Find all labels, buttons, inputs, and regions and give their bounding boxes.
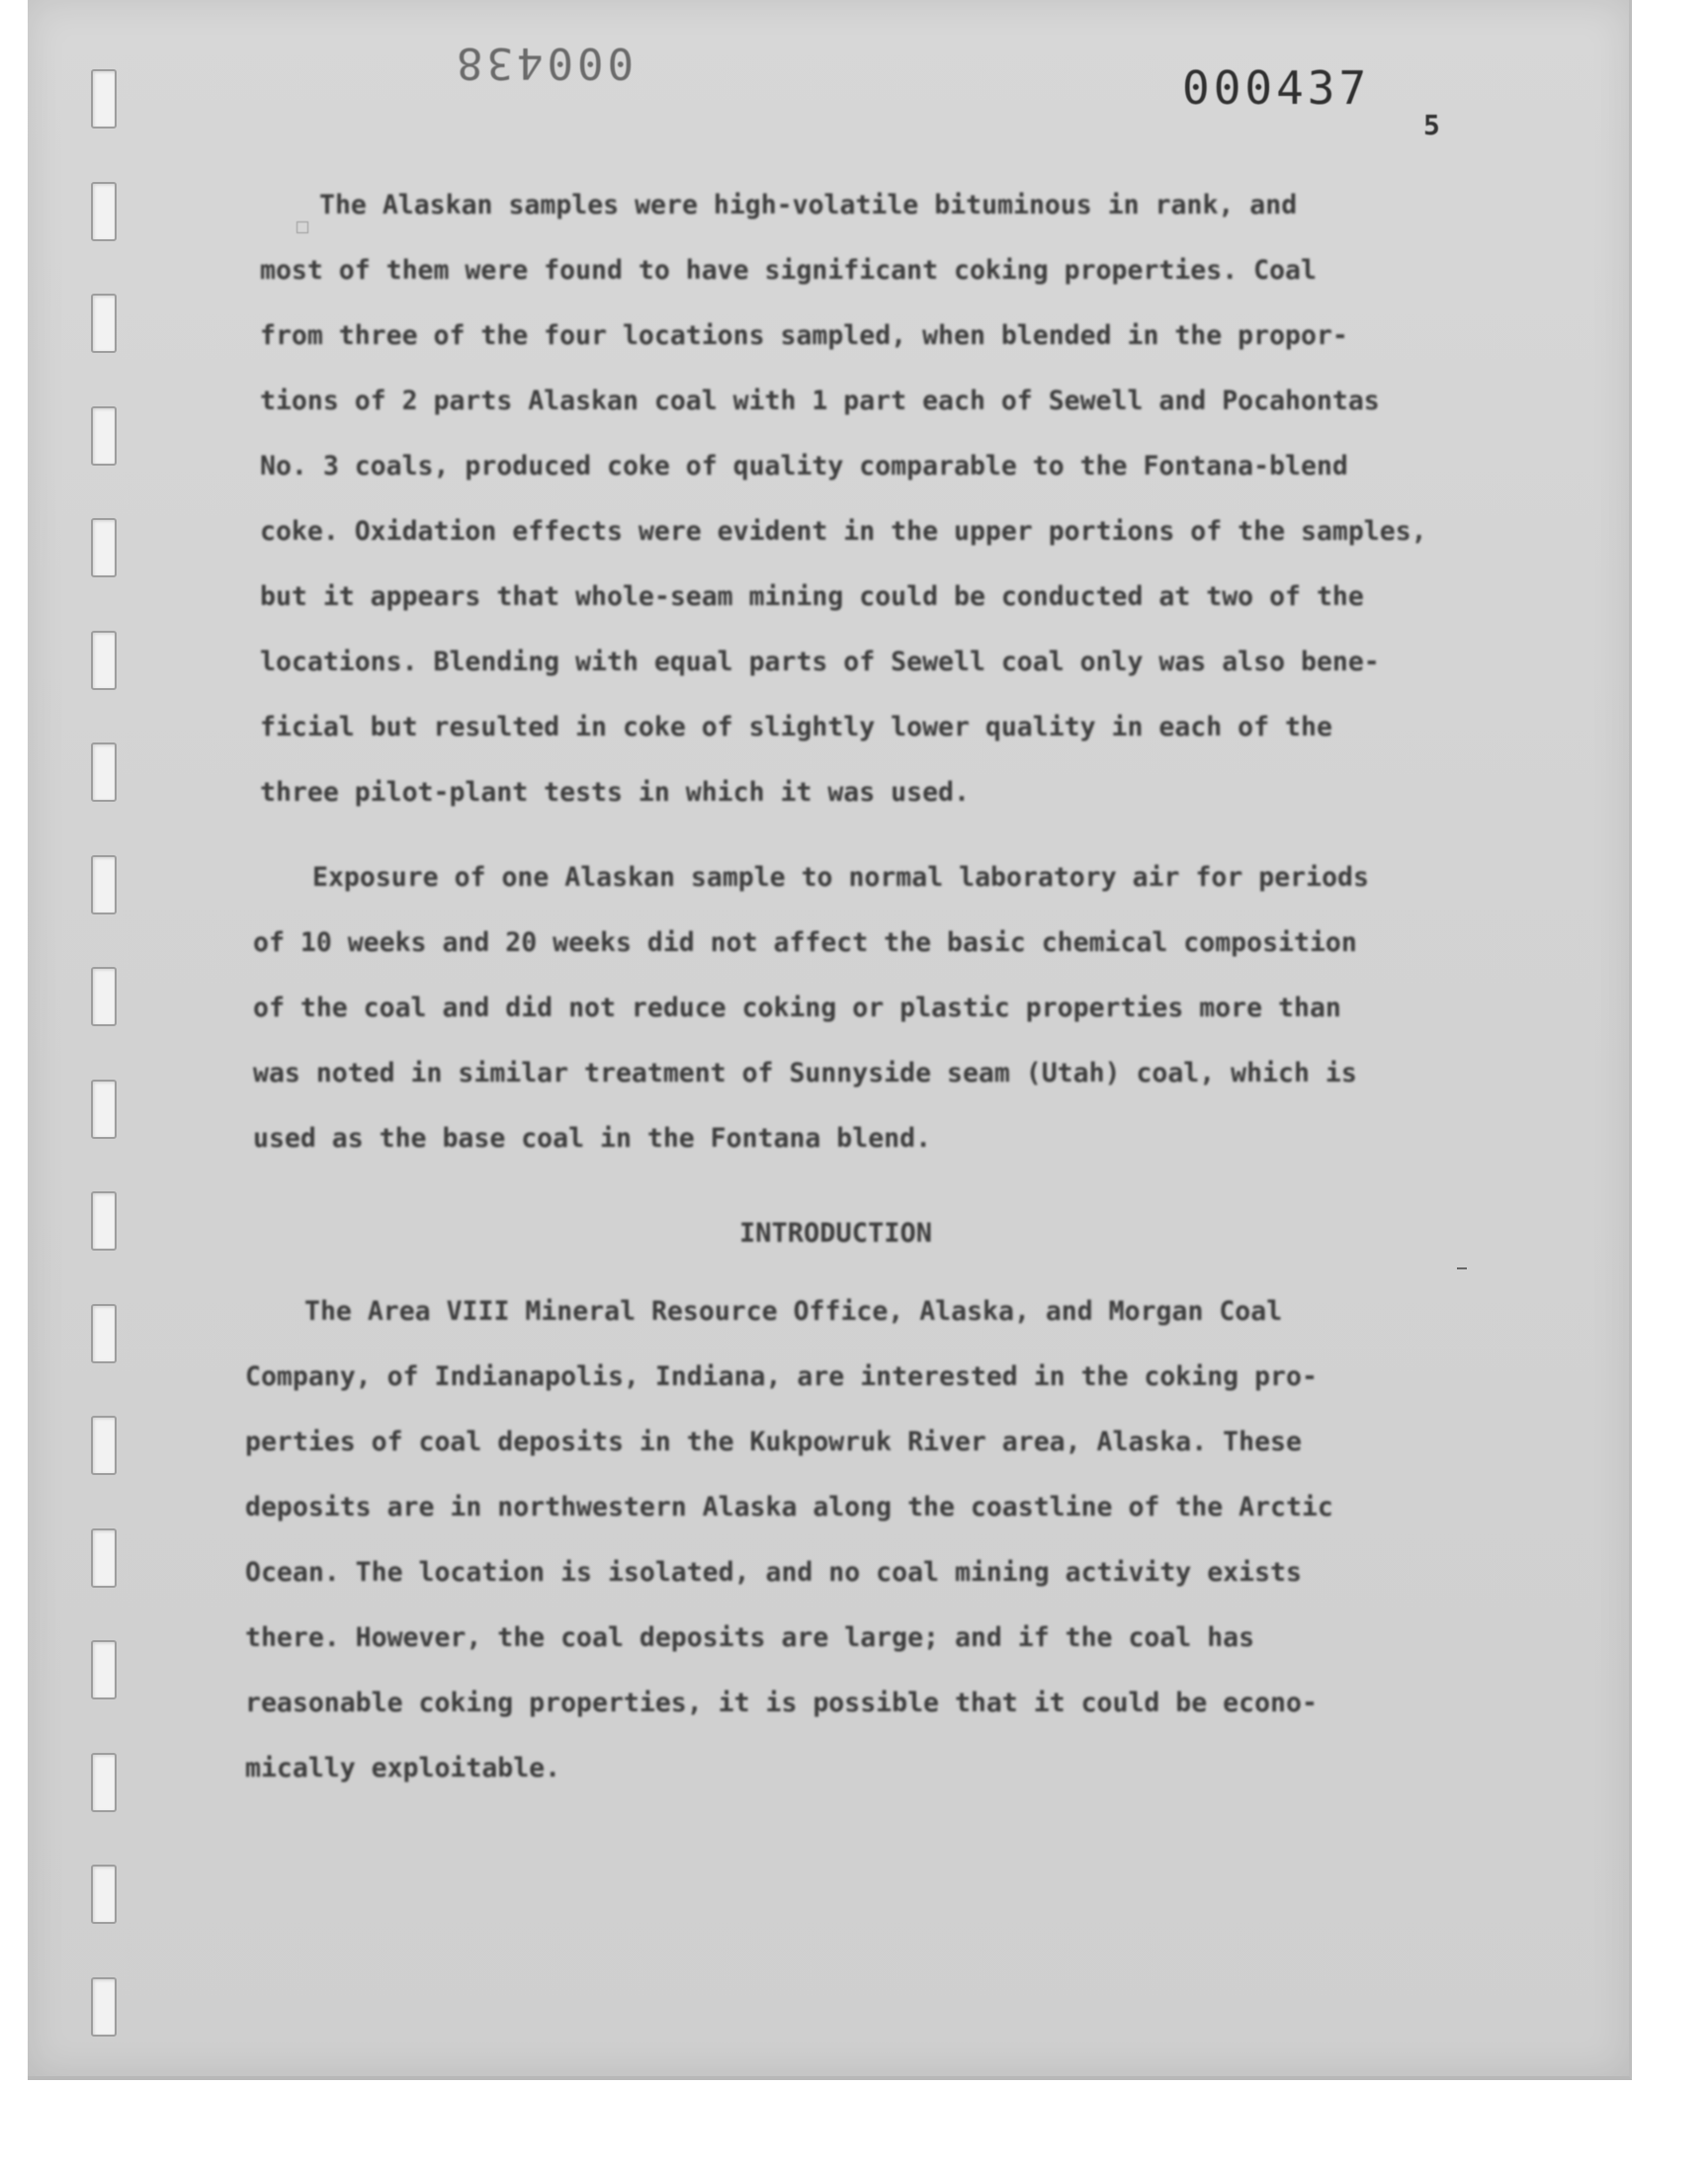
text-line: from three of the four locations sampled, when blended in the propor- — [260, 320, 1348, 351]
paragraph-summary-1 — [260, 173, 1427, 826]
text-line: tions of 2 parts Alaskan coal with 1 part each of Sewell and Pocahontas — [260, 386, 1380, 416]
text-line: was noted in similar treatment of Sunnyside seam (Utah) coal, which is — [253, 1058, 1357, 1088]
text-line: mically exploitable. — [245, 1753, 561, 1784]
tractor-feed-holes — [91, 69, 121, 2037]
feed-hole — [91, 406, 117, 466]
feed-hole — [91, 967, 117, 1026]
text-line: of the coal and did not reduce coking or plastic properties more than — [253, 993, 1341, 1023]
feed-hole — [91, 855, 117, 914]
text-line: deposits are in northwestern Alaska along the coastline of the Arctic — [245, 1492, 1333, 1522]
feed-hole — [91, 742, 117, 802]
feed-hole — [91, 1304, 117, 1363]
section-heading: INTRODUCTION — [739, 1218, 933, 1249]
text-line: perties of coal deposits in the Kukpowruk River area, Alaska. These — [245, 1427, 1302, 1457]
feed-hole — [91, 1865, 117, 1924]
text-line: three pilot-plant tests in which it was used. — [260, 777, 970, 808]
text-line: most of them were found to have significant coking properties. Coal — [260, 255, 1317, 286]
text-line: reasonable coking properties, it is possible that it could be econo- — [245, 1688, 1318, 1718]
text-line: No. 3 coals, produced coke of quality comparable to the Fontana-blend — [260, 451, 1348, 481]
text-line: there. However, the coal deposits are large; and if the coal has — [245, 1622, 1255, 1653]
text-line: ficial but resulted in coke of slightly lower quality in each of the — [260, 712, 1332, 742]
feed-hole — [91, 182, 117, 241]
text-line: Company, of Indianapolis, Indiana, are interested in the coking pro- — [245, 1361, 1318, 1392]
page-stamp-left: 000438 — [453, 38, 634, 88]
feed-hole — [91, 631, 117, 690]
document-page — [28, 0, 1632, 2080]
text-line: The Area VIII Mineral Resource Office, Alaska, and Morgan Coal — [304, 1296, 1283, 1327]
paragraph-summary-2 — [253, 845, 1369, 1172]
text-line: used as the base coal in the Fontana blend. — [253, 1123, 932, 1154]
paragraph-introduction — [245, 1279, 1333, 1801]
feed-hole — [91, 1528, 117, 1588]
feed-hole — [91, 1753, 117, 1812]
scan-artifact-tick — [1457, 1267, 1467, 1269]
text-line: locations. Blending with equal parts of Sewell coal only was also bene- — [260, 647, 1380, 677]
feed-hole — [91, 1416, 117, 1475]
page-number: 5 — [1423, 109, 1440, 141]
page-stamp-right: 000437 — [1182, 61, 1371, 115]
text-line: coke. Oxidation effects were evident in the upper portions of the samples, — [260, 516, 1427, 547]
feed-hole — [91, 1080, 117, 1139]
text-line: Exposure of one Alaskan sample to normal laboratory air for periods — [312, 862, 1369, 893]
text-line: of 10 weeks and 20 weeks did not affect the basic chemical composition — [253, 927, 1357, 958]
feed-hole — [91, 69, 117, 129]
text-line: Ocean. The location is isolated, and no coal mining activity exists — [245, 1557, 1302, 1588]
feed-hole — [91, 1977, 117, 2037]
feed-hole — [91, 1191, 117, 1251]
text-line: but it appears that whole-seam mining could be conducted at two of the — [260, 581, 1364, 612]
feed-hole — [91, 294, 117, 353]
feed-hole — [91, 1640, 117, 1699]
text-line: The Alaskan samples were high-volatile bituminous in rank, and — [319, 190, 1298, 220]
feed-hole — [91, 518, 117, 577]
